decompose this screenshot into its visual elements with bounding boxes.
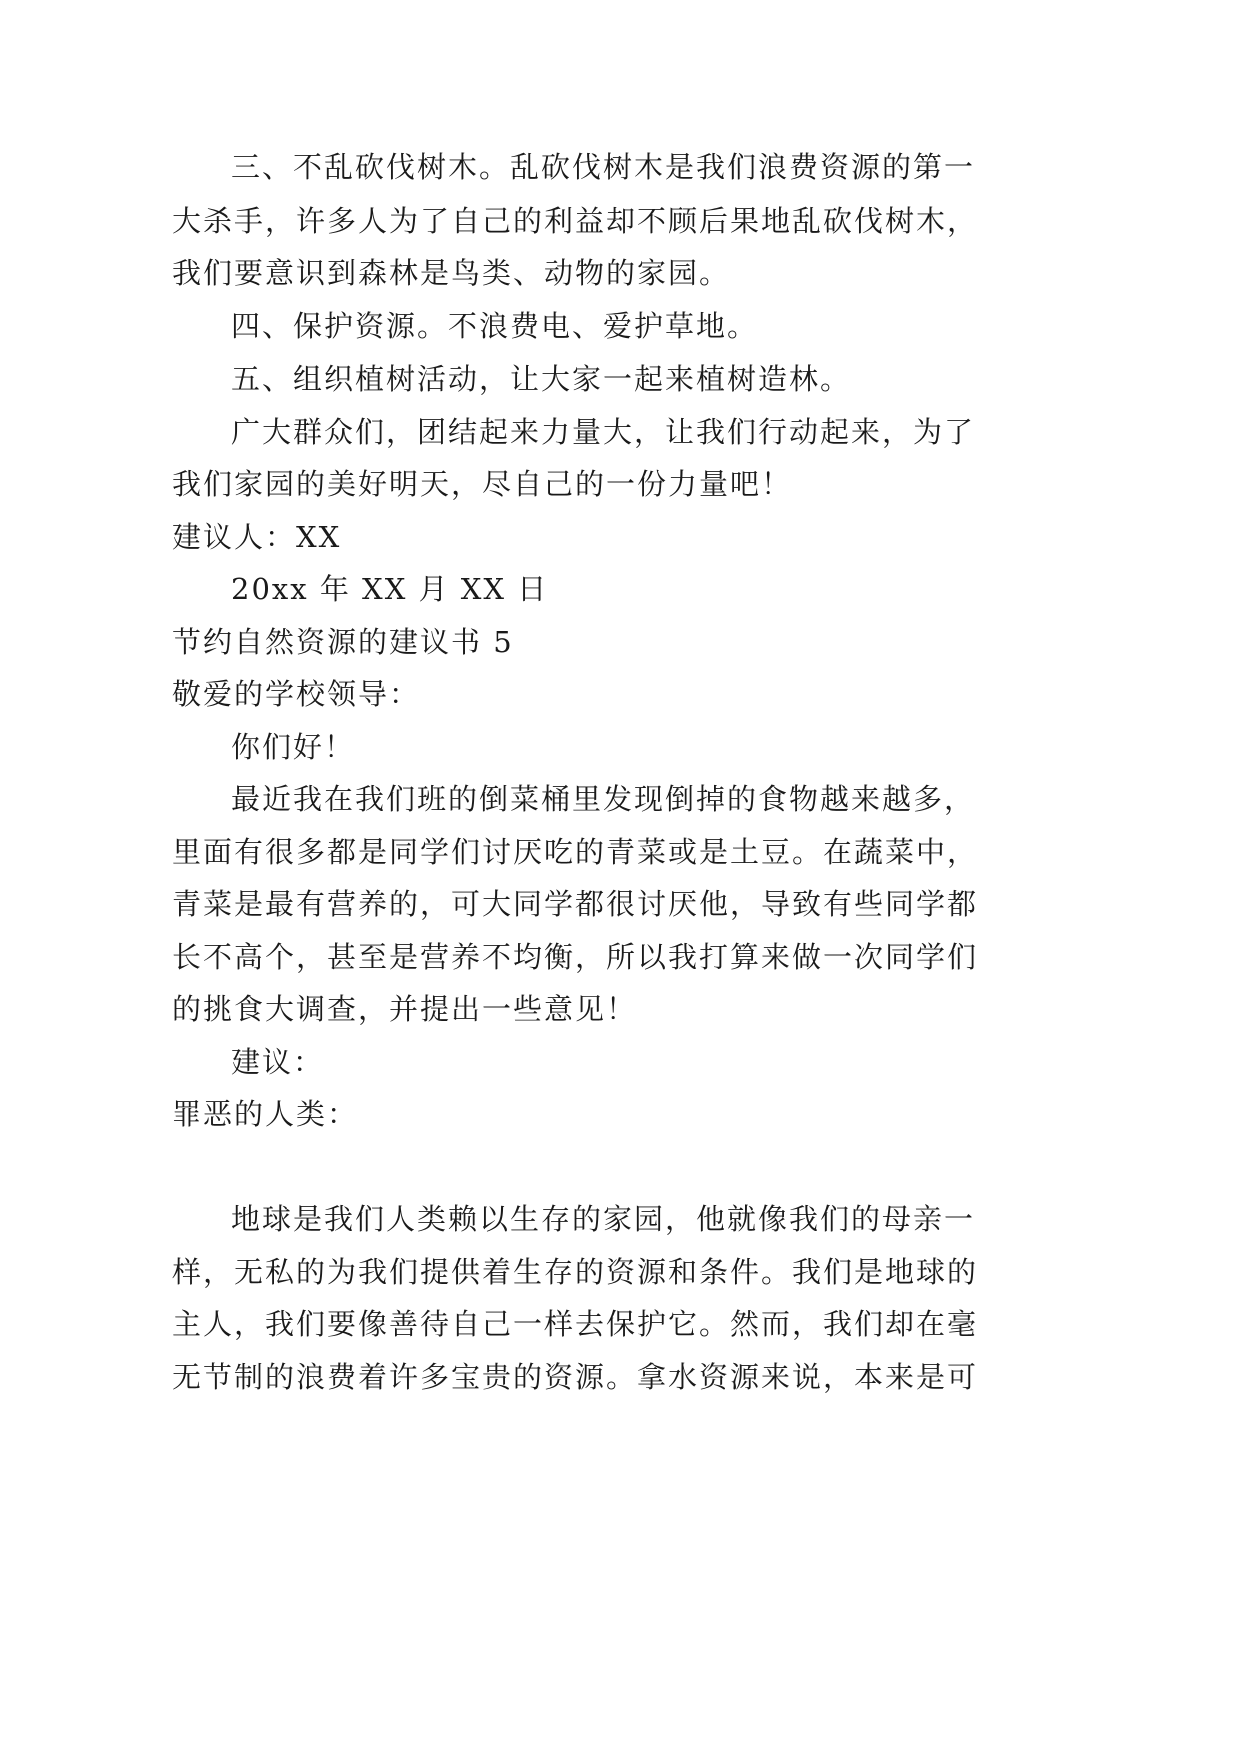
paragraph-line: 的挑食大调查，并提出一些意见！ xyxy=(172,992,638,1026)
paragraph-line: 建议： xyxy=(231,1045,325,1079)
paragraph-line: 大杀手，许多人为了自己的利益却不顾后果地乱砍伐树木， xyxy=(172,204,979,238)
salutation: 敬爱的学校领导： xyxy=(172,677,421,711)
paragraph-line: 我们要意识到森林是鸟类、动物的家园。 xyxy=(172,256,731,290)
paragraph-line: 里面有很多都是同学们讨厌吃的青菜或是土豆。在蔬菜中， xyxy=(172,835,979,869)
greeting: 你们好！ xyxy=(231,730,356,764)
paragraph-line: 地球是我们人类赖以生存的家园，他就像我们的母亲一 xyxy=(231,1202,976,1236)
paragraph-line: 长不高个，甚至是营养不均衡，所以我打算来做一次同学们 xyxy=(172,940,979,974)
paragraph-line: 四、保护资源。不浪费电、爱护草地。 xyxy=(231,309,759,343)
paragraph-line: 广大群众们，团结起来力量大，让我们行动起来，为了 xyxy=(231,415,976,449)
paragraph-line: 无节制的浪费着许多宝贵的资源。拿水资源来说，本来是可 xyxy=(172,1360,979,1394)
paragraph-line: 最近我在我们班的倒菜桶里发现倒掉的食物越来越多， xyxy=(231,782,976,816)
paragraph-line: 青菜是最有营养的，可大同学都很讨厌他，导致有些同学都 xyxy=(172,887,979,921)
paragraph-line: 主人，我们要像善待自己一样去保护它。然而，我们却在毫 xyxy=(172,1307,979,1341)
paragraph-line: 我们家园的美好明天，尽自己的一份力量吧！ xyxy=(172,467,793,501)
paragraph-line: 五、组织植树活动，让大家一起来植树造林。 xyxy=(231,362,852,396)
section-title: 节约自然资源的建议书 5 xyxy=(172,625,514,659)
salutation: 罪恶的人类： xyxy=(172,1097,359,1131)
signature-line: 建议人：XX xyxy=(172,520,342,554)
date-line: 20xx 年 XX 月 XX 日 xyxy=(231,572,549,606)
paragraph-line: 三、不乱砍伐树木。乱砍伐树木是我们浪费资源的第一 xyxy=(231,150,976,184)
paragraph-line: 样，无私的为我们提供着生存的资源和条件。我们是地球的 xyxy=(172,1255,979,1289)
